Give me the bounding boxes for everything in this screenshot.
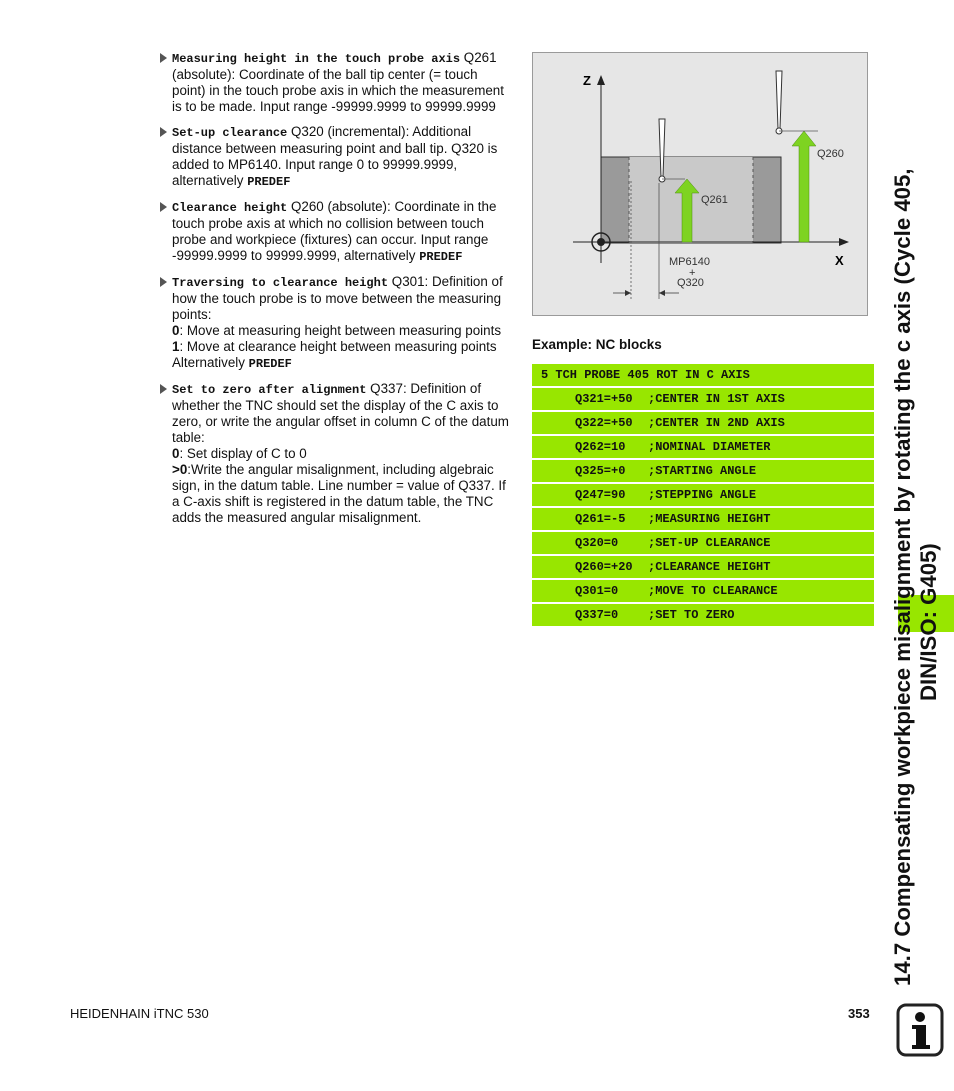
q260-label: Q260 <box>817 148 844 160</box>
option-1: >0:Write the angular misalignment, including algebraic sign, in the datum table. Line number = value of Q337. If a C-axis shift is registered in the datum table, the TNC adds the measured angular misalignment. <box>172 462 506 525</box>
example-label: Example: NC blocks <box>532 337 662 352</box>
param-q: Q320 <box>290 124 324 139</box>
param-q260 <box>158 199 510 265</box>
option-1: 1: Move at clearance height between measuring points <box>172 339 497 354</box>
z-axis-arrow-icon <box>597 75 605 85</box>
param-q261 <box>158 50 510 115</box>
side-title <box>880 36 944 996</box>
param-keyword: Traversing to clearance height <box>172 276 389 290</box>
triangle-bullet-icon <box>160 127 167 137</box>
plus-label: + <box>689 267 696 279</box>
param-q: Q337 <box>370 381 403 396</box>
side-title-line2: DIN/ISO: G405) <box>916 543 941 701</box>
nc-blocks <box>532 364 874 628</box>
dimension-arrow-icon <box>625 290 631 296</box>
probe-diagram <box>532 52 868 316</box>
param-q301 <box>158 274 510 372</box>
param-text: : Definition of how the touch probe is to move between the measuring points: <box>172 274 503 322</box>
nc-row-header: 5 TCH PROBE 405 ROT IN C AXIS <box>532 364 874 386</box>
q320-label: Q320 <box>677 277 704 289</box>
param-text: (absolute): Coordinate in the touch probe axis at which no collision between touch probe and workpiece (fixtures) can occur. Input range -99999.9999 to 99999.9999, alternatively <box>172 199 497 263</box>
q261-label: Q261 <box>701 194 728 206</box>
triangle-bullet-icon <box>160 277 167 287</box>
option-0: 0: Move at measuring height between measuring points <box>172 323 502 338</box>
param-text: : Definition of whether the TNC should set the display of the C axis to zero, or write the angular offset in column C of the datum table: <box>172 381 509 445</box>
alternative: Alternatively PREDEF <box>172 355 292 371</box>
nc-row: Q262=10 ;NOMINAL DIAMETER <box>532 436 874 458</box>
triangle-bullet-icon <box>160 384 167 394</box>
dimension-arrow-icon <box>659 290 665 296</box>
triangle-bullet-icon <box>160 53 167 63</box>
param-keyword: Clearance height <box>172 201 288 215</box>
nc-row: Q322=+50 ;CENTER IN 2ND AXIS <box>532 412 874 434</box>
nc-row: Q260=+20 ;CLEARANCE HEIGHT <box>532 556 874 578</box>
param-q: Q260 <box>290 199 324 214</box>
triangle-bullet-icon <box>160 202 167 212</box>
info-icon <box>896 1003 944 1057</box>
predef-keyword: PREDEF <box>247 175 291 189</box>
param-q320 <box>158 124 510 190</box>
page-number: 353 <box>848 1006 870 1021</box>
param-q337 <box>158 381 510 526</box>
param-keyword: Set-up clearance <box>172 126 288 140</box>
nc-row: Q301=0 ;MOVE TO CLEARANCE <box>532 580 874 602</box>
probe-diagram-svg <box>533 53 869 317</box>
parameter-list <box>158 50 510 535</box>
nc-row: Q261=-5 ;MEASURING HEIGHT <box>532 508 874 530</box>
nc-row: Q247=90 ;STEPPING ANGLE <box>532 484 874 506</box>
probe-stylus <box>776 71 782 129</box>
nc-row: Q320=0 ;SET-UP CLEARANCE <box>532 532 874 554</box>
nc-row: Q321=+50 ;CENTER IN 1ST AXIS <box>532 388 874 410</box>
param-q: Q261 <box>463 50 497 65</box>
predef-keyword: PREDEF <box>419 250 463 264</box>
footer-product: HEIDENHAIN iTNC 530 <box>70 1006 209 1021</box>
nc-row: Q337=0 ;SET TO ZERO <box>532 604 874 626</box>
param-keyword: Set to zero after alignment <box>172 383 367 397</box>
origin-dot <box>597 238 605 246</box>
x-axis-arrow-icon <box>839 238 849 246</box>
param-text: (absolute): Coordinate of the ball tip center (= touch point) in the touch probe axis in which the measurement is to be made. Input range -99999.9999 to 99999.9999 <box>172 67 504 114</box>
x-axis-label: X <box>835 253 844 268</box>
param-text: (incremental): Additional distance between measuring point and ball tip. Q320 is added to MP6140. Input range 0 to 99999.9999, alternatively <box>172 124 498 188</box>
q260-arrow-icon <box>792 131 816 242</box>
mp6140-label: MP6140 <box>669 256 710 268</box>
nc-row: Q325=+0 ;STARTING ANGLE <box>532 460 874 482</box>
param-keyword: Measuring height in the touch probe axis <box>172 52 461 66</box>
param-q: Q301 <box>391 274 425 289</box>
side-title-svg <box>880 36 944 996</box>
side-title-line1: 14.7 Compensating workpiece misalignment by rotating the c axis (Cycle 405, <box>890 168 915 986</box>
option-0: 0: Set display of C to 0 <box>172 446 307 461</box>
z-axis-label: Z <box>583 73 591 88</box>
